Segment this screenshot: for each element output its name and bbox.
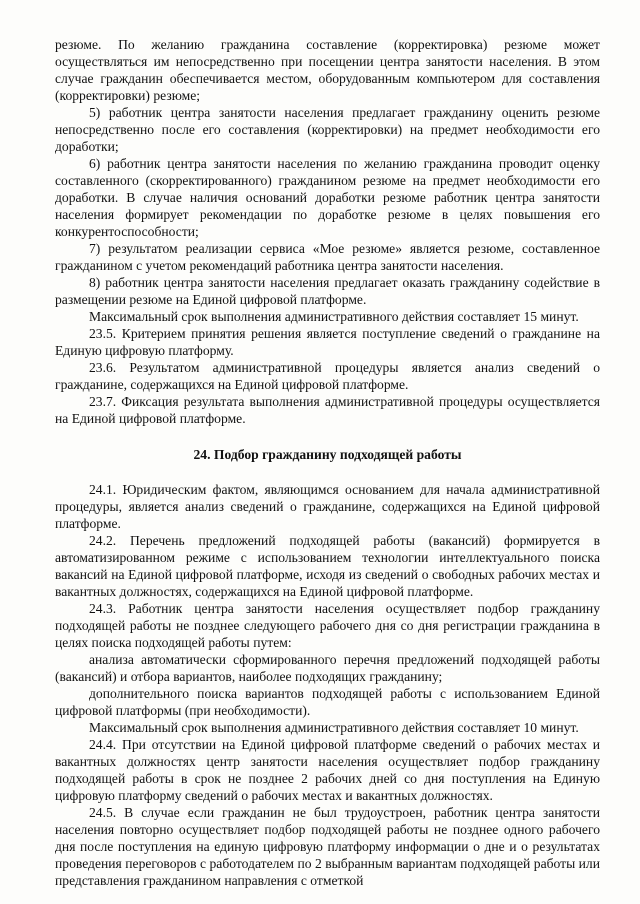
paragraph-23-5: 23.5. Критерием принятия решения является поступление сведений о гражданине на Единую цифровую платформу. (55, 326, 600, 358)
paragraph-item-5: 5) работник центра занятости населения предлагает гражданину оценить резюме непосредственно после его составления (корректировки) на предмет необходимости его доработки; (55, 105, 600, 154)
paragraph-24-5: 24.5. В случае если гражданин не был трудоустроен, работник центра занятости населения повторно осуществляет подбор подходящей работы не позднее одного рабочего дня после поступления на единую цифровую платформу информации о дне и о результатах проведения переговоров с работодателем по 2 выбранным вариантам подходящей работы или представления гражданином направления с отметкой (55, 805, 600, 888)
section-heading: 24. Подбор гражданину подходящей работы (193, 447, 462, 462)
paragraph-item-8: 8) работник центра занятости населения предлагает оказать гражданину содействие в размещении резюме на Единой цифровой платформе. (55, 275, 600, 307)
paragraph-23-7: 23.7. Фиксация результата выполнения административной процедуры осуществляется на Единой цифровой платформе. (55, 394, 600, 426)
paragraph-24-4: 24.4. При отсутствии на Единой цифровой платформе сведений о рабочих местах и вакантных должностях центр занятости населения осуществляет подбор гражданину подходящей работы в срок не позднее 2 рабочих дней со дня поступления на Единую цифровую платформу сведений о рабочих местах и вакантных должностях. (55, 737, 600, 803)
paragraph-resume-continuation: резюме. По желанию гражданина составление (корректировка) резюме может осуществляться им непосредственно при посещении центра занятости населения. В этом случае гражданин обеспечивается местом, оборудованным компьютером для составления (корректировки) резюме; (55, 37, 600, 103)
paragraph-23-6: 23.6. Результатом административной процедуры является анализ сведений о гражданине, содержащихся на Единой цифровой платформе. (55, 360, 600, 392)
paragraph-24-2: 24.2. Перечень предложений подходящей работы (вакансий) формируется в автоматизированном режиме с использованием технологии интеллектуального поиска вакансий на Единой цифровой платформе, исходя из сведений о свободных рабочих местах и вакантных должностях, содержащихся на Единой цифровой платформе. (55, 533, 600, 599)
paragraph-24-3: 24.3. Работник центра занятости населения осуществляет подбор гражданину подходящей работы не позднее следующего рабочего дня со дня регистрации гражданина в целях поиска подходящей работы путем: (55, 601, 600, 650)
paragraph-item-7: 7) результатом реализации сервиса «Мое резюме» является резюме, составленное гражданином с учетом рекомендаций работника центра занятости населения. (55, 241, 600, 273)
paragraph-max-time-15: Максимальный срок выполнения административного действия составляет 15 минут. (89, 309, 579, 324)
document-body (55, 36, 600, 889)
paragraph-24-1: 24.1. Юридическим фактом, являющимся основанием для начала административной процедуры, является анализ сведений о гражданине, содержащихся на Единой цифровой платформе. (55, 482, 600, 531)
paragraph-max-time-10: Максимальный срок выполнения административного действия составляет 10 минут. (89, 720, 579, 735)
paragraph-analysis: анализа автоматически сформированного перечня предложений подходящей работы (вакансий) и отбора вариантов, наиболее подходящих гражданину; (55, 652, 600, 684)
paragraph-item-6: 6) работник центра занятости населения по желанию гражданина проводит оценку составленного (скорректированного) гражданином резюме на предмет необходимости его доработки. В случае наличия оснований доработки резюме работник центра занятости населения формирует рекомендации по доработке резюме в целях повышения его конкурентоспособности; (55, 156, 600, 239)
paragraph-additional-search: дополнительного поиска вариантов подходящей работы с использованием Единой цифровой платформы (при необходимости). (55, 686, 600, 718)
